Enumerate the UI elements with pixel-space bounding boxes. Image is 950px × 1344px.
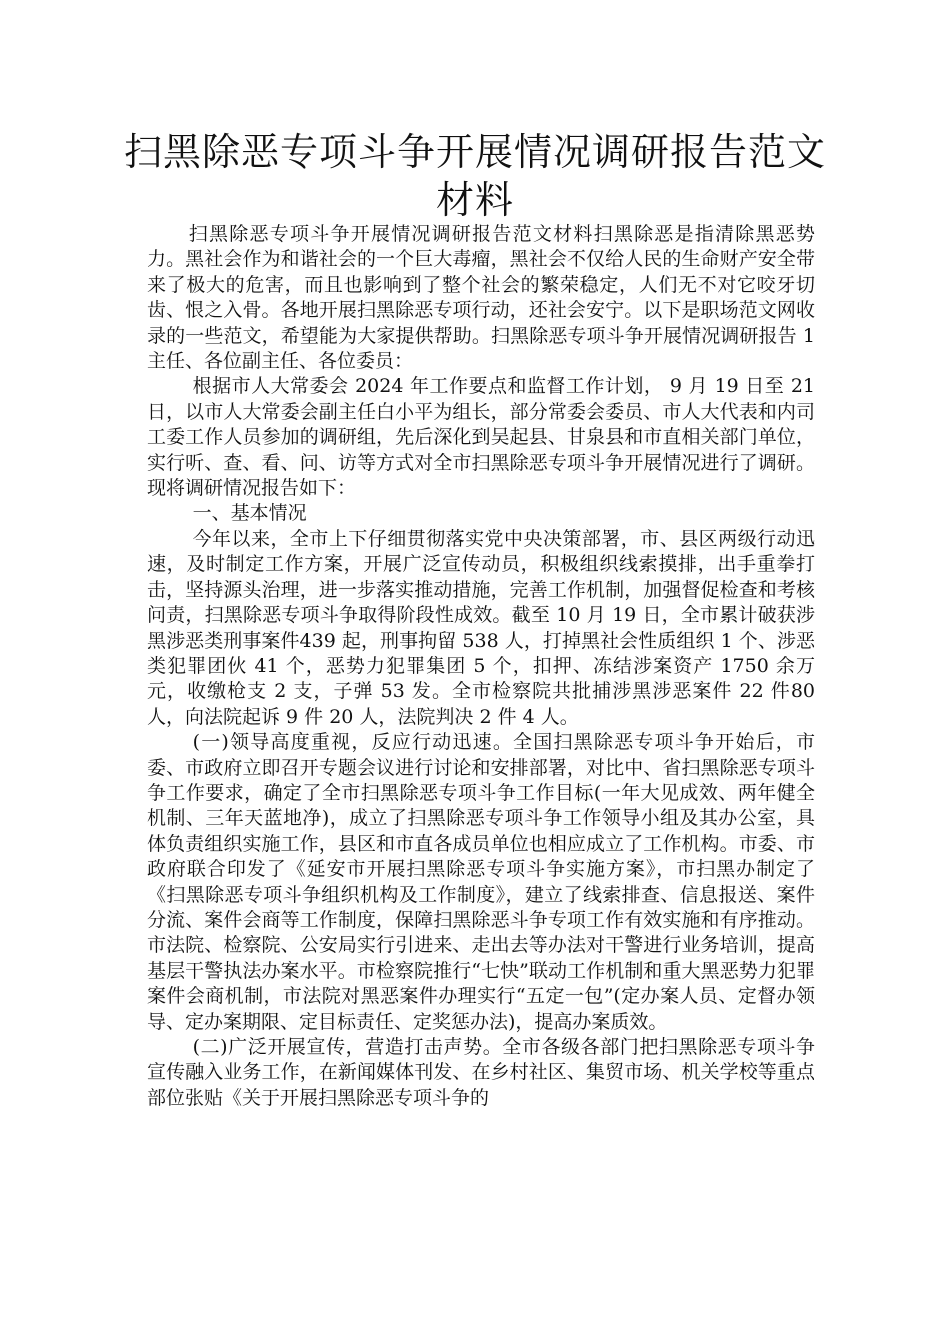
document-body <box>147 222 815 1111</box>
paragraph-publicity: (二)广泛开展宣传，营造打击声势。全市各级各部门把扫黑除恶专项斗争宣传融入业务工作，在新闻媒体刊发、在乡村社区、集贸市场、机关学校等重点部位张贴《关于开展扫黑除恶专项斗争的 <box>147 1036 815 1109</box>
paragraph-investigation: 根据市人大常委会 2024 年工作要点和监督工作计划， 9 月 19 日至 21 日，以市人大常委会副主任白小平为组长，部分常委会委员、市人大代表和内司工委工作人员参加的调研组，先后深化到吴起县、甘泉县和市直相关部门单位，实行听、查、看、问、访等方式对全市扫黑除恶专项斗争开展情况进行了调研。现将调研情况报告如下： <box>147 375 815 500</box>
paragraph-overview: 今年以来，全市上下仔细贯彻落实党中央决策部署，市、县区两级行动迅速，及时制定工作方案，开展广泛宣传动员，积极组织线索摸排，出手重拳打击，坚持源头治理，进一步落实推动措施，完善工作机制，加强督促检查和考核问责，扫黑除恶专项斗争取得阶段性成效。截至 10 月 19 日，全市累计破获涉黑涉恶类刑事案件439 起，刑事拘留 538 人，打掉黑社会性质组织 1 个、涉恶类犯罪团伙 41 个，恶势力犯罪集团 5 个，扣押、冻结涉案资产 1750 余万元，收缴枪支 2 支，子弹 53 发。全市检察院共批捕涉黑涉恶案件 22 件80 人，向法院起诉 9 件 20 人，法院判决 2 件 4 人。 <box>147 527 815 728</box>
document-title: 扫黑除恶专项斗争开展情况调研报告范文材料 <box>123 130 826 222</box>
section-heading-basic: 一、基本情况 <box>192 502 307 525</box>
paragraph-intro: 扫黑除恶专项斗争开展情况调研报告范文材料扫黑除恶是指清除黑恶势力。黑社会作为和谐社会的一个巨大毒瘤，黑社会不仅给人民的生命财产安全带来了极大的危害，而且也影响到了整个社会的繁荣稳定，人们无不对它咬牙切齿、恨之入骨。各地开展扫黑除恶专项行动，还社会安宁。以下是职场范文网收录的一些范文，希望能为大家提供帮助。扫黑除恶专项斗争开展情况调研报告 1 主任、各位副主任、各位委员： <box>147 223 815 373</box>
paragraph-leadership: (一)领导高度重视，反应行动迅速。全国扫黑除恶专项斗争开始后，市委、市政府立即召开专题会议进行讨论和安排部署，对比中、省扫黑除恶专项斗争工作要求，确定了全市扫黑除恶专项斗争工作目标(一年大见成效、两年健全机制、三年天蓝地净)，成立了扫黑除恶专项斗争工作领导小组及其办公室，具体负责组织实施工作，县区和市直各成员单位也相应成立了工作机构。市委、市政府联合印发了《延安市开展扫黑除恶专项斗争实施方案》，市扫黑办制定了《扫黑除恶专项斗争组织机构及工作制度》，建立了线索排查、信息报送、案件分流、案件会商等工作制度，保障扫黑除恶斗争专项工作有效实施和有序推动。市法院、检察院、公安局实行引进来、走出去等办法对干警进行业务培训，提高基层干警执法办案水平。市检察院推行“七快”联动工作机制和重大黑恶势力犯罪案件会商机制，市法院对黑恶案件办理实行“五定一包”(定办案人员、定督办领导、定办案期限、定目标责任、定奖惩办法)，提高办案质效。 <box>147 731 815 1033</box>
